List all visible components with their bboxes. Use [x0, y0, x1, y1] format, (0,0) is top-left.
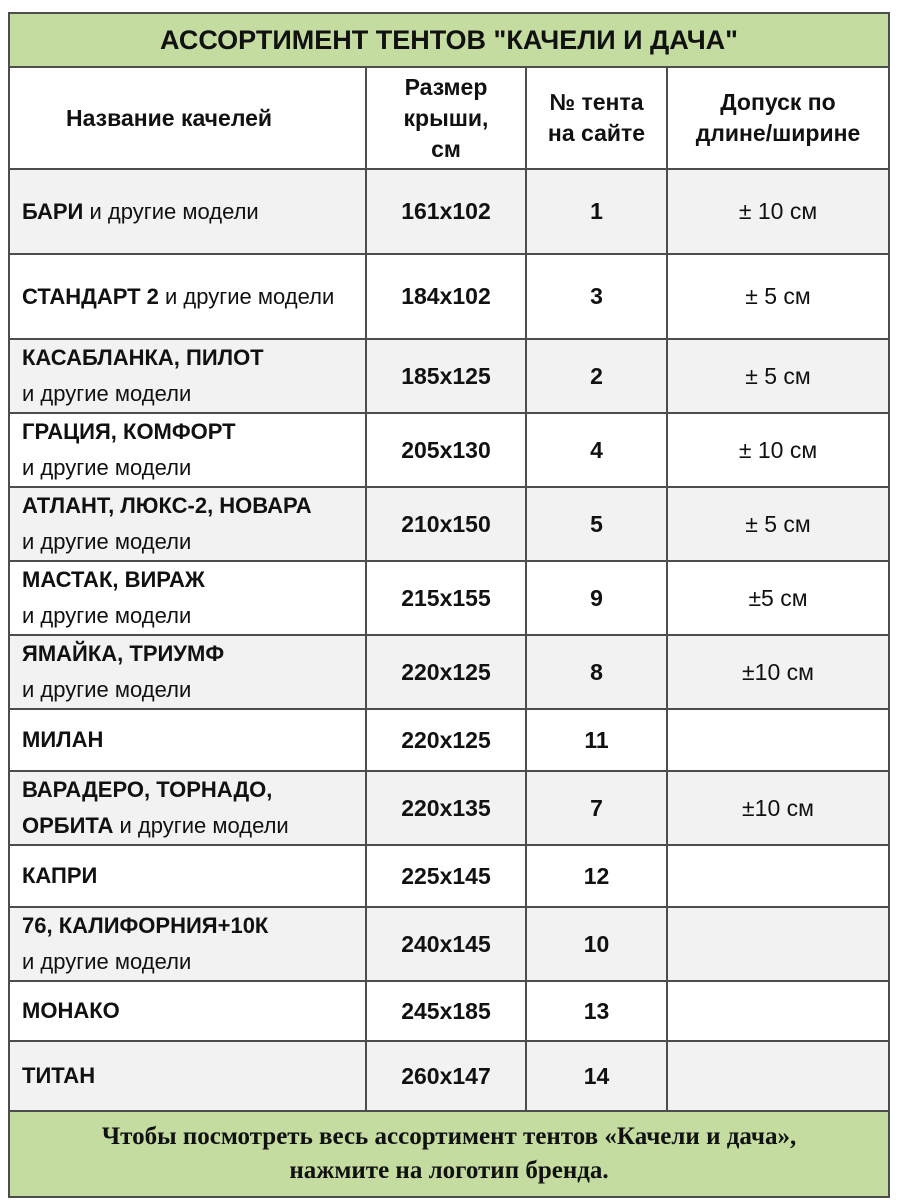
tent-number: 11 [526, 709, 667, 771]
swing-name: ГРАЦИЯ, КОМФОРТ и другие модели [10, 413, 366, 487]
swing-name: СТАНДАРТ 2 и другие модели [10, 254, 366, 339]
table-row [10, 1041, 888, 1111]
roof-size: 225х145 [366, 845, 526, 907]
tent-number: 7 [526, 771, 667, 845]
table-row [10, 561, 888, 635]
table-row [10, 981, 888, 1041]
tent-number: 3 [526, 254, 667, 339]
swing-name: ВАРАДЕРО, ТОРНАДО, ОРБИТА и другие модели [10, 771, 366, 845]
table-row [10, 907, 888, 981]
tent-number: 13 [526, 981, 667, 1041]
roof-size: 220х125 [366, 709, 526, 771]
tent-number: 14 [526, 1041, 667, 1111]
tolerance: ±10 см [667, 771, 888, 845]
roof-size: 185х125 [366, 339, 526, 413]
swing-name: 76, КАЛИФОРНИЯ+10К и другие модели [10, 907, 366, 981]
header-name: Название качелей [10, 68, 366, 169]
swing-name: ТИТАН [10, 1041, 366, 1111]
header-number: № тента на сайте [526, 68, 667, 169]
tolerance [667, 709, 888, 771]
header-size: Размер крыши, см [366, 68, 526, 169]
footer-line-2: нажмите на логотип бренда. [289, 1157, 609, 1184]
table-row [10, 709, 888, 771]
swing-name: АТЛАНТ, ЛЮКС-2, НОВАРА и другие модели [10, 487, 366, 561]
table-row [10, 771, 888, 845]
table-row [10, 254, 888, 339]
tolerance: ± 5 см [667, 487, 888, 561]
swing-name: МАСТАК, ВИРАЖ и другие модели [10, 561, 366, 635]
header-tolerance: Допуск по длине/ширине [667, 68, 888, 169]
tent-table [10, 68, 888, 1112]
roof-size: 260х147 [366, 1041, 526, 1111]
swing-name: МИЛАН [10, 709, 366, 771]
swing-name: БАРИ и другие модели [10, 169, 366, 254]
tent-number: 5 [526, 487, 667, 561]
tent-number: 2 [526, 339, 667, 413]
swing-name: КАПРИ [10, 845, 366, 907]
tolerance: ± 10 см [667, 169, 888, 254]
swing-name: КАСАБЛАНКА, ПИЛОТ и другие модели [10, 339, 366, 413]
tolerance: ± 5 см [667, 339, 888, 413]
swing-name: МОНАКО [10, 981, 366, 1041]
tolerance: ± 10 см [667, 413, 888, 487]
roof-size: 245х185 [366, 981, 526, 1041]
page-title: АССОРТИМЕНТ ТЕНТОВ "КАЧЕЛИ И ДАЧА" [10, 12, 888, 68]
table-row [10, 845, 888, 907]
tolerance: ± 5 см [667, 254, 888, 339]
assortment-sheet [8, 12, 890, 1198]
tent-number: 1 [526, 169, 667, 254]
header-row [10, 68, 888, 169]
tent-number: 8 [526, 635, 667, 709]
brand-logo-hint [10, 1110, 888, 1198]
table-row [10, 487, 888, 561]
roof-size: 184х102 [366, 254, 526, 339]
table-row [10, 169, 888, 254]
roof-size: 240х145 [366, 907, 526, 981]
table-row [10, 339, 888, 413]
tent-number: 12 [526, 845, 667, 907]
swing-name: ЯМАЙКА, ТРИУМФ и другие модели [10, 635, 366, 709]
tolerance [667, 907, 888, 981]
tent-number: 4 [526, 413, 667, 487]
tent-number: 9 [526, 561, 667, 635]
roof-size: 210х150 [366, 487, 526, 561]
tolerance [667, 1041, 888, 1111]
footer-line-1: Чтобы посмотреть весь ассортимент тентов «Качели и дача», [101, 1123, 797, 1150]
tent-number: 10 [526, 907, 667, 981]
tolerance: ±5 см [667, 561, 888, 635]
roof-size: 215х155 [366, 561, 526, 635]
tolerance [667, 845, 888, 907]
roof-size: 220х135 [366, 771, 526, 845]
table-row [10, 635, 888, 709]
roof-size: 161х102 [366, 169, 526, 254]
table-row [10, 413, 888, 487]
roof-size: 220х125 [366, 635, 526, 709]
roof-size: 205х130 [366, 413, 526, 487]
tolerance [667, 981, 888, 1041]
tolerance: ±10 см [667, 635, 888, 709]
